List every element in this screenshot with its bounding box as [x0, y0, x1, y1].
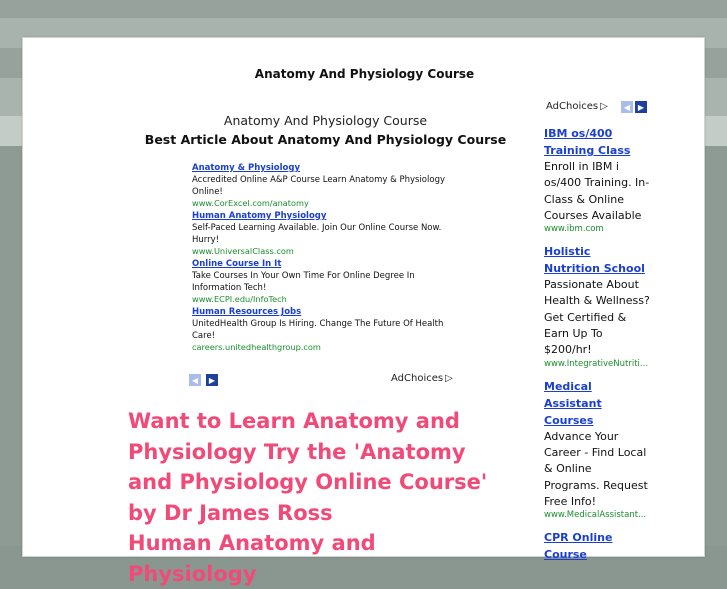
- ad-item: [192, 163, 460, 209]
- side-ad-link[interactable]: Medical Assistant Courses: [544, 379, 602, 427]
- article-intro-text: Want to Learn Anatomy and Physiology Try the 'Anatomy and Physiology Online Course' by Dr James Ross: [128, 409, 488, 525]
- ad-description: UnitedHealth Group Is Hiring. Change The Future Of Health Care!: [192, 319, 444, 341]
- chevron-left-icon: ◀: [623, 102, 631, 112]
- ad-url[interactable]: careers.unitedhealthgroup.com: [192, 342, 321, 352]
- content-panel: [22, 37, 705, 586]
- ad-prev-button[interactable]: [189, 374, 201, 386]
- side-ad-description: Passionate About Health & Wellness? Get Certified & Earn Up To $200/hr!: [544, 278, 650, 357]
- ad-link[interactable]: Human Resources Jobs: [192, 307, 302, 317]
- chevron-left-icon: ◀: [191, 375, 199, 385]
- page-title: Anatomy And Physiology Course: [254, 67, 475, 81]
- ad-link[interactable]: Online Course In It: [192, 259, 282, 269]
- ad-link[interactable]: Human Anatomy Physiology: [192, 211, 327, 221]
- chevron-right-icon: ▶: [208, 375, 216, 385]
- side-ad-item: [544, 125, 650, 235]
- side-adchoices-link[interactable]: [546, 101, 608, 112]
- adchoices-link[interactable]: [391, 373, 453, 384]
- article-body: [128, 406, 508, 589]
- side-ad-link[interactable]: IBM os/400 Training Class: [544, 127, 631, 157]
- ad-url[interactable]: www.ECPI.edu/InfoTech: [192, 294, 287, 304]
- side-ad-next-button[interactable]: [635, 101, 647, 113]
- ad-next-button[interactable]: [206, 374, 218, 386]
- side-ad-url[interactable]: www.MedicalAssistant...: [544, 510, 647, 521]
- adchoices-label: AdChoices: [546, 101, 599, 112]
- article-section-heading: Human Anatomy and Physiology: [128, 531, 376, 586]
- side-ad-url[interactable]: www.ibm.com: [544, 224, 604, 235]
- ad-url[interactable]: www.CorExcel.com/anatomy: [192, 198, 309, 208]
- side-ad-item: [544, 243, 650, 369]
- background-band: [0, 0, 727, 18]
- side-ad-url[interactable]: www.IntegrativeNutriti...: [544, 358, 649, 369]
- ad-link[interactable]: Anatomy & Physiology: [192, 163, 301, 173]
- ad-url[interactable]: www.UniversalClass.com: [192, 246, 294, 256]
- ad-item: [192, 307, 460, 353]
- main-ad-block: [192, 163, 460, 355]
- ad-description: Take Courses In Your Own Time For Online Degree In Information Tech!: [192, 271, 415, 293]
- ad-description: Accredited Online A&P Course Learn Anatomy & Physiology Online!: [192, 175, 445, 197]
- article-subheading: Best Article About Anatomy And Physiology Course: [144, 132, 507, 147]
- side-ad-block: [544, 125, 650, 571]
- adchoices-icon: ▷: [600, 101, 608, 112]
- ad-item: [192, 211, 460, 257]
- side-ad-prev-button[interactable]: [621, 101, 633, 113]
- adchoices-icon: ▷: [445, 373, 453, 384]
- adchoices-label: AdChoices: [391, 373, 444, 384]
- side-ad-item: [544, 378, 650, 521]
- side-ad-description: Advance Your Career - Find Local & Online Programs. Request Free Info!: [544, 429, 648, 508]
- side-ad-link[interactable]: CPR Online Course: [544, 531, 613, 562]
- ad-item: [192, 259, 460, 305]
- chevron-right-icon: ▶: [637, 102, 645, 112]
- side-ad-link[interactable]: Holistic Nutrition School: [544, 245, 645, 276]
- ad-description: Self-Paced Learning Available. Join Our Online Course Now. Hurry!: [192, 223, 442, 245]
- article-heading: Anatomy And Physiology Course: [223, 113, 428, 128]
- side-ad-description: Enroll in IBM i os/400 Training. In-Class & Online Courses Available: [544, 160, 650, 222]
- side-ad-item: [544, 529, 650, 563]
